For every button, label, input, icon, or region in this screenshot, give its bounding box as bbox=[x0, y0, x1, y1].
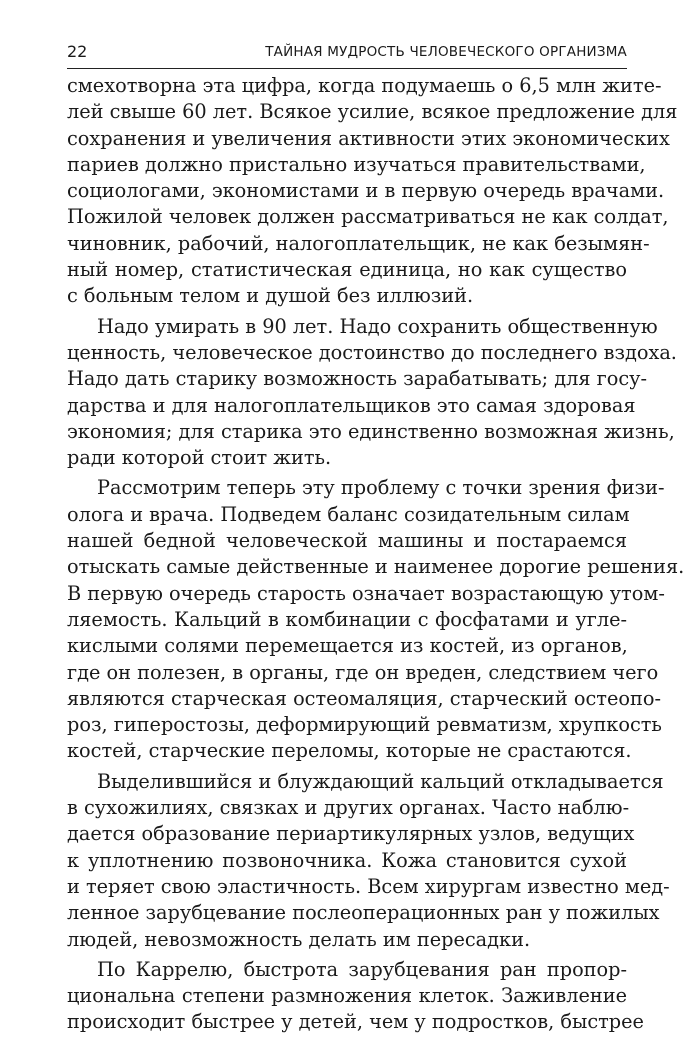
paragraph bbox=[67, 957, 644, 1036]
paragraph bbox=[67, 73, 678, 310]
text-line: нашей бедной человеческой машины и постараемся bbox=[67, 529, 627, 553]
running-title: ТАЙНАЯ МУДРОСТЬ ЧЕЛОВЕЧЕСКОГО ОРГАНИЗМА bbox=[265, 44, 627, 60]
text-line: в сухожилиях, связках и других органах. Часто наблю- bbox=[67, 796, 630, 820]
text-line: экономия; для старика это единственно возможная жизнь, bbox=[67, 419, 675, 443]
text-line: костей, старческие переломы, которые не срастаются. bbox=[67, 739, 632, 763]
text-line: По Каррелю, быстрота зарубцевания ран пропор- bbox=[97, 957, 627, 981]
text-line: с больным телом и душой без иллюзий. bbox=[67, 284, 474, 308]
text-line: Пожилой человек должен рассматриваться не как солдат, bbox=[67, 205, 669, 229]
page-number: 22 bbox=[67, 42, 88, 61]
text-line: социологами, экономистами и в первую очередь врачами. bbox=[67, 179, 665, 203]
text-line: Надо умирать в 90 лет. Надо сохранить общественную bbox=[97, 314, 658, 338]
text-line: ляемость. Кальций в комбинации с фосфатами и угле- bbox=[67, 607, 627, 631]
paragraph bbox=[67, 475, 684, 764]
text-line: олога и врача. Подведем баланс созидательным силам bbox=[67, 502, 630, 526]
text-line: людей, невозможность делать им пересадки. bbox=[67, 927, 531, 951]
text-line: Рассмотрим теперь эту проблему с точки зрения физи- bbox=[97, 476, 665, 500]
text-line: париев должно пристально изучаться правительствами, bbox=[67, 152, 646, 176]
text-line: циональна степени размножения клеток. Заживление bbox=[67, 984, 627, 1008]
text-line: ный номер, статистическая единица, но как существо bbox=[67, 258, 627, 282]
body-text bbox=[67, 73, 684, 1040]
text-line: являются старческая остеомаляция, старческий остеопо- bbox=[67, 686, 661, 710]
text-line: Надо дать старику возможность зарабатывать; для госу- bbox=[67, 367, 648, 391]
text-line: ценность, человеческое достоинство до последнего вздоха. bbox=[67, 340, 677, 364]
text-line: смехотворна эта цифра, когда подумаешь о 6,5 млн жите- bbox=[67, 74, 662, 97]
text-line: ради которой стоит жить. bbox=[67, 446, 332, 470]
text-line: дарства и для налогоплательщиков это самая здоровая bbox=[67, 393, 636, 417]
text-line: Выделившийся и блуждающий кальций откладывается bbox=[97, 769, 664, 793]
paragraph bbox=[67, 314, 677, 472]
text-line: где он полезен, в органы, где он вреден, следствием чего bbox=[67, 660, 659, 684]
page-header bbox=[67, 38, 627, 69]
text-line: кислыми солями перемещается из костей, из органов, bbox=[67, 634, 628, 658]
text-line: ленное зарубцевание послеоперационных ран у пожилых bbox=[67, 901, 660, 925]
text-line: и теряет свою эластичность. Всем хирургам известно мед- bbox=[67, 874, 670, 898]
text-line: происходит быстрее у детей, чем у подростков, быстрее bbox=[67, 1010, 644, 1034]
text-line: роз, гиперостозы, деформирующий ревматизм, хрупкость bbox=[67, 713, 662, 737]
text-line: В первую очередь старость означает возрастающую утом- bbox=[67, 581, 665, 605]
text-line: к уплотнению позвоночника. Кожа становится сухой bbox=[67, 848, 627, 872]
paragraph bbox=[67, 769, 670, 953]
text-line: дается образование периартикулярных узлов, ведущих bbox=[67, 822, 635, 846]
text-line: чиновник, рабочий, налогоплательщик, не как безымян- bbox=[67, 231, 650, 255]
text-line: сохранения и увеличения активности этих экономических bbox=[67, 126, 670, 150]
text-line: отыскать самые действенные и наименее дорогие решения. bbox=[67, 555, 684, 579]
text-line: лей свыше 60 лет. Всякое усилие, всякое предложение для bbox=[67, 100, 678, 124]
